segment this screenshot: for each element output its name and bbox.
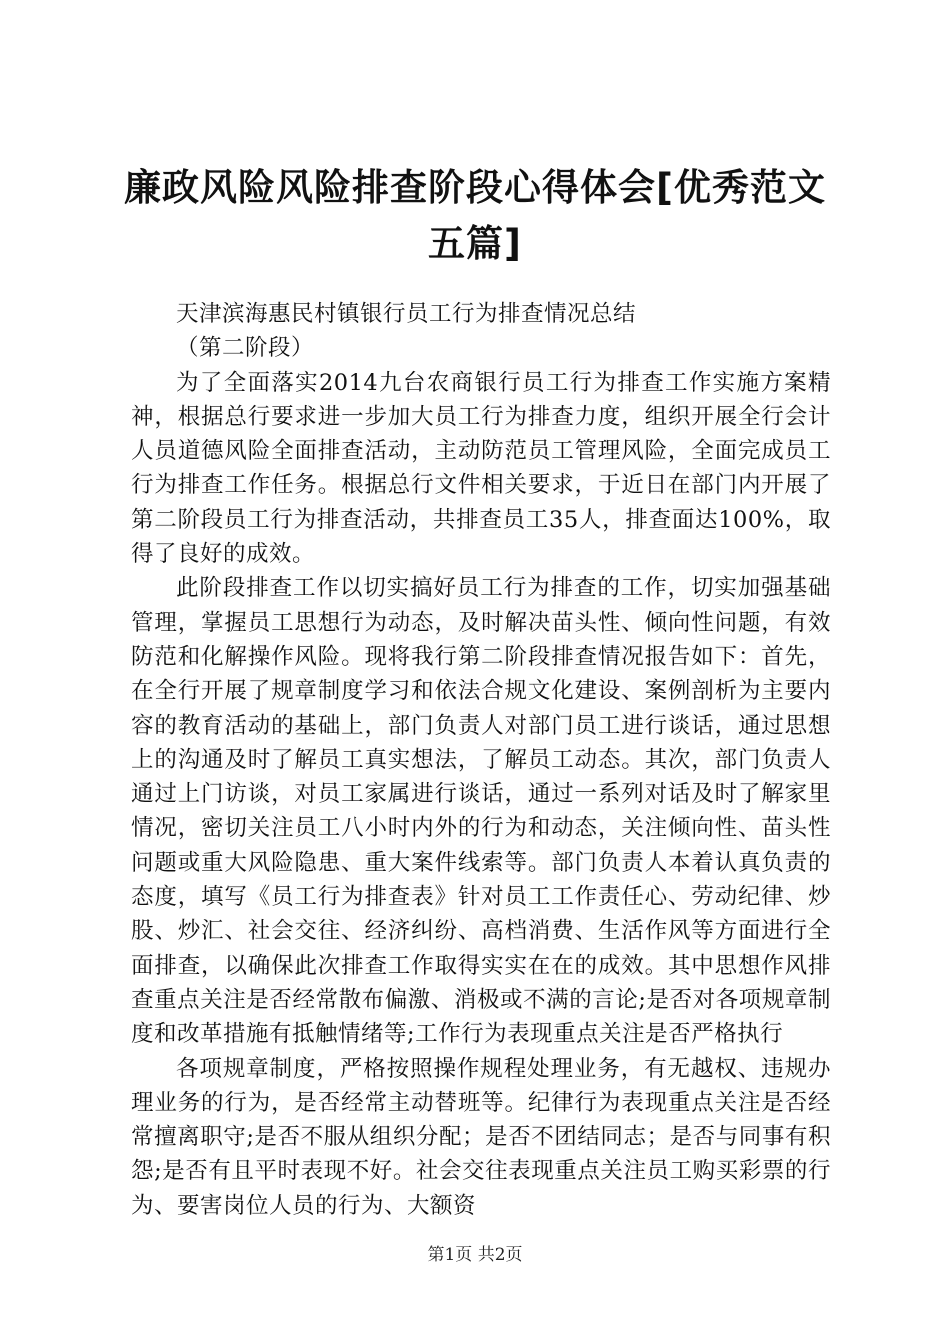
document-stage-label: （第二阶段） — [176, 335, 315, 362]
body-paragraph: 此阶段排查工作以切实搞好员工行为排查的工作，切实加强基础管理，掌握员工思想行为动态，及时解决苗头性、倾向性问题，有效防范和化解操作风险。现将我行第二阶段排查情况报告如下：首先，在全行开展了规章制度学习和依法合规文化建设、案例剖析为主要内容的教育活动的基础上，部门负责人对部门员工进行谈话，通过思想上的沟通及时了解员工真实想法，了解员工动态。其次，部门负责人通过上门访谈，对员工家属进行谈话，通过一系列对话及时了解家里情况，密切关注员工八小时内外的行为和动态，关注倾向性、苗头性问题或重大风险隐患、重大案件线索等。部门负责人本着认真负责的态度，填写《员工行为排查表》针对员工工作责任心、劳动纪律、炒股、炒汇、社会交往、经济纠纷、高档消费、生活作风等方面进行全面排查，以确保此次排查工作取得实实在在的成效。其中思想作风排查重点关注是否经常散布偏激、消极或不满的言论;是否对各项规章制度和改革措施有抵触情绪等;工作行为表现重点关注是否严格执行 — [131, 575, 831, 1048]
page-number-footer: 第1页 共2页 — [427, 1245, 523, 1265]
document-subtitle: 天津滨海惠民村镇银行员工行为排查情况总结 — [176, 301, 637, 327]
body-paragraph: 为了全面落实2014九台农商银行员工行为排查工作实施方案精神，根据总行要求进一步加大员工行为排查力度，组织开展全行会计人员道德风险全面排查活动，主动防范员工管理风险，全面完成员工行为排查工作任务。根据总行文件相关要求，于近日在部门内开展了第二阶段员工行为排查活动，共排查员工35人，排查面达100%，取得了良好的成效。 — [131, 369, 831, 568]
body-paragraph: 各项规章制度，严格按照操作规程处理业务，有无越权、违规办理业务的行为，是否经常主动替班等。纪律行为表现重点关注是否经常擅离职守;是否不服从组织分配；是否不团结同志；是否与同事有积怨;是否有且平时表现不好。社会交往表现重点关注员工购买彩票的行为、要害岗位人员的行为、大额资 — [131, 1055, 831, 1219]
document-body — [131, 297, 831, 1223]
document-title: 廉政风险风险排查阶段心得体会[优秀范文五篇] — [124, 166, 826, 265]
